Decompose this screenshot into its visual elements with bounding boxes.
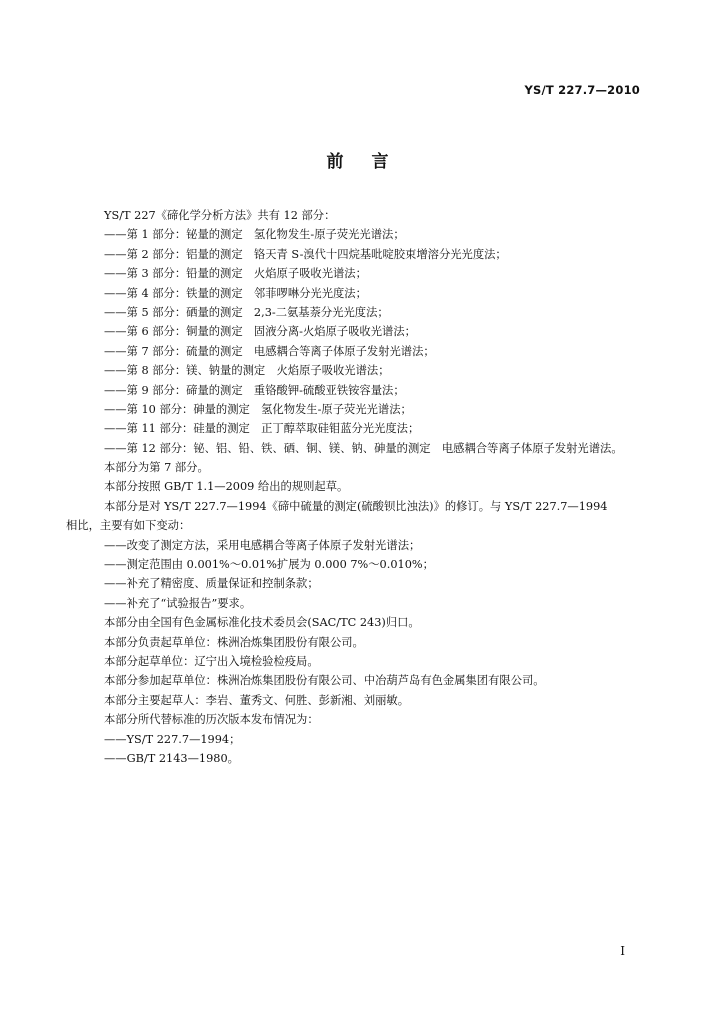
list-item-change-1: ——改变了测定方法，采用电感耦合等离子体原子发射光谱法； — [104, 538, 421, 552]
paragraph-drafters: 本部分主要起草人：李岩、董秀文、何胜、彭新湘、刘丽敏。 — [104, 693, 410, 707]
list-item-part-10: ——第 10 部分：砷量的测定 氢化物发生-原子荧光光谱法； — [104, 402, 412, 416]
paragraph-intro: YS/T 227《碲化学分析方法》共有 12 部分： — [104, 209, 336, 222]
list-item-change-2: ——测定范围由 0.001%～0.01%扩展为 0.000 7%～0.010%； — [104, 558, 434, 572]
page-title: 前言 — [326, 152, 417, 172]
paragraph-revision: 本部分是对 YS/T 227.7—1994《碲中硫量的测定(硫酸钡比浊法)》的修订。与 YS/T 227.7—1994 — [104, 499, 608, 513]
list-item-part-11: ——第 11 部分：硅量的测定 正丁醇萃取硅钼蓝分光光度法； — [104, 422, 420, 436]
paragraph-drafting-rules: 本部分按照 GB/T 1.1—2009 给出的规则起草。 — [104, 480, 349, 494]
paragraph-participating-units: 本部分参加起草单位：株洲冶炼集团股份有限公司、中冶葫芦岛有色金属集团有限公司。 — [104, 674, 545, 688]
standard-code: YS/T 227.7—2010 — [524, 83, 640, 97]
list-item-change-3: ——补充了精密度、质量保证和控制条款； — [104, 577, 319, 591]
list-item-part-1: ——第 1 部分：铋量的测定 氢化物发生-原子荧光光谱法； — [104, 228, 405, 242]
paragraph-history-intro: 本部分所代替标准的历次版本发布情况为： — [104, 713, 319, 727]
list-item-history-2: ——GB/T 2143—1980。 — [104, 751, 239, 765]
paragraph-responsible-unit: 本部分负责起草单位：株洲冶炼集团股份有限公司。 — [104, 635, 364, 649]
list-item-part-7: ——第 7 部分：硫量的测定 电感耦合等离子体原子发射光谱法； — [104, 344, 435, 358]
list-item-part-12: ——第 12 部分：铋、铝、铅、铁、硒、铜、镁、钠、砷量的测定 电感耦合等离子体原子发射光谱法。 — [104, 441, 623, 455]
paragraph-committee: 本部分由全国有色金属标准化技术委员会(SAC/TC 243)归口。 — [104, 616, 420, 630]
list-item-part-6: ——第 6 部分：铜量的测定 固液分离-火焰原子吸收光谱法； — [104, 325, 416, 339]
list-item-part-2: ——第 2 部分：铝量的测定 铬天青 S-溴代十四烷基吡啶胶束增溶分光光度法； — [104, 247, 507, 261]
list-item-change-4: ——补充了“试验报告”要求。 — [104, 596, 252, 610]
list-item-history-1: ——YS/T 227.7—1994； — [104, 732, 241, 746]
paragraph-drafting-unit: 本部分起草单位：辽宁出入境检验检疫局。 — [104, 654, 319, 668]
list-item-part-4: ——第 4 部分：铁量的测定 邻菲啰啉分光光度法； — [104, 286, 367, 300]
page-number: I — [620, 944, 625, 958]
list-item-part-8: ——第 8 部分：镁、钠量的测定 火焰原子吸收光谱法； — [104, 364, 390, 378]
list-item-part-3: ——第 3 部分：铅量的测定 火焰原子吸收光谱法； — [104, 267, 367, 281]
list-item-part-9: ——第 9 部分：碲量的测定 重铬酸钾-硫酸亚铁铵容量法； — [104, 383, 405, 397]
document-body — [66, 206, 646, 768]
paragraph-part-number: 本部分为第 7 部分。 — [104, 461, 209, 475]
paragraph-revision-continued: 相比，主要有如下变动： — [66, 519, 191, 533]
list-item-part-5: ——第 5 部分：硒量的测定 2,3-二氨基萘分光光度法； — [104, 305, 389, 319]
